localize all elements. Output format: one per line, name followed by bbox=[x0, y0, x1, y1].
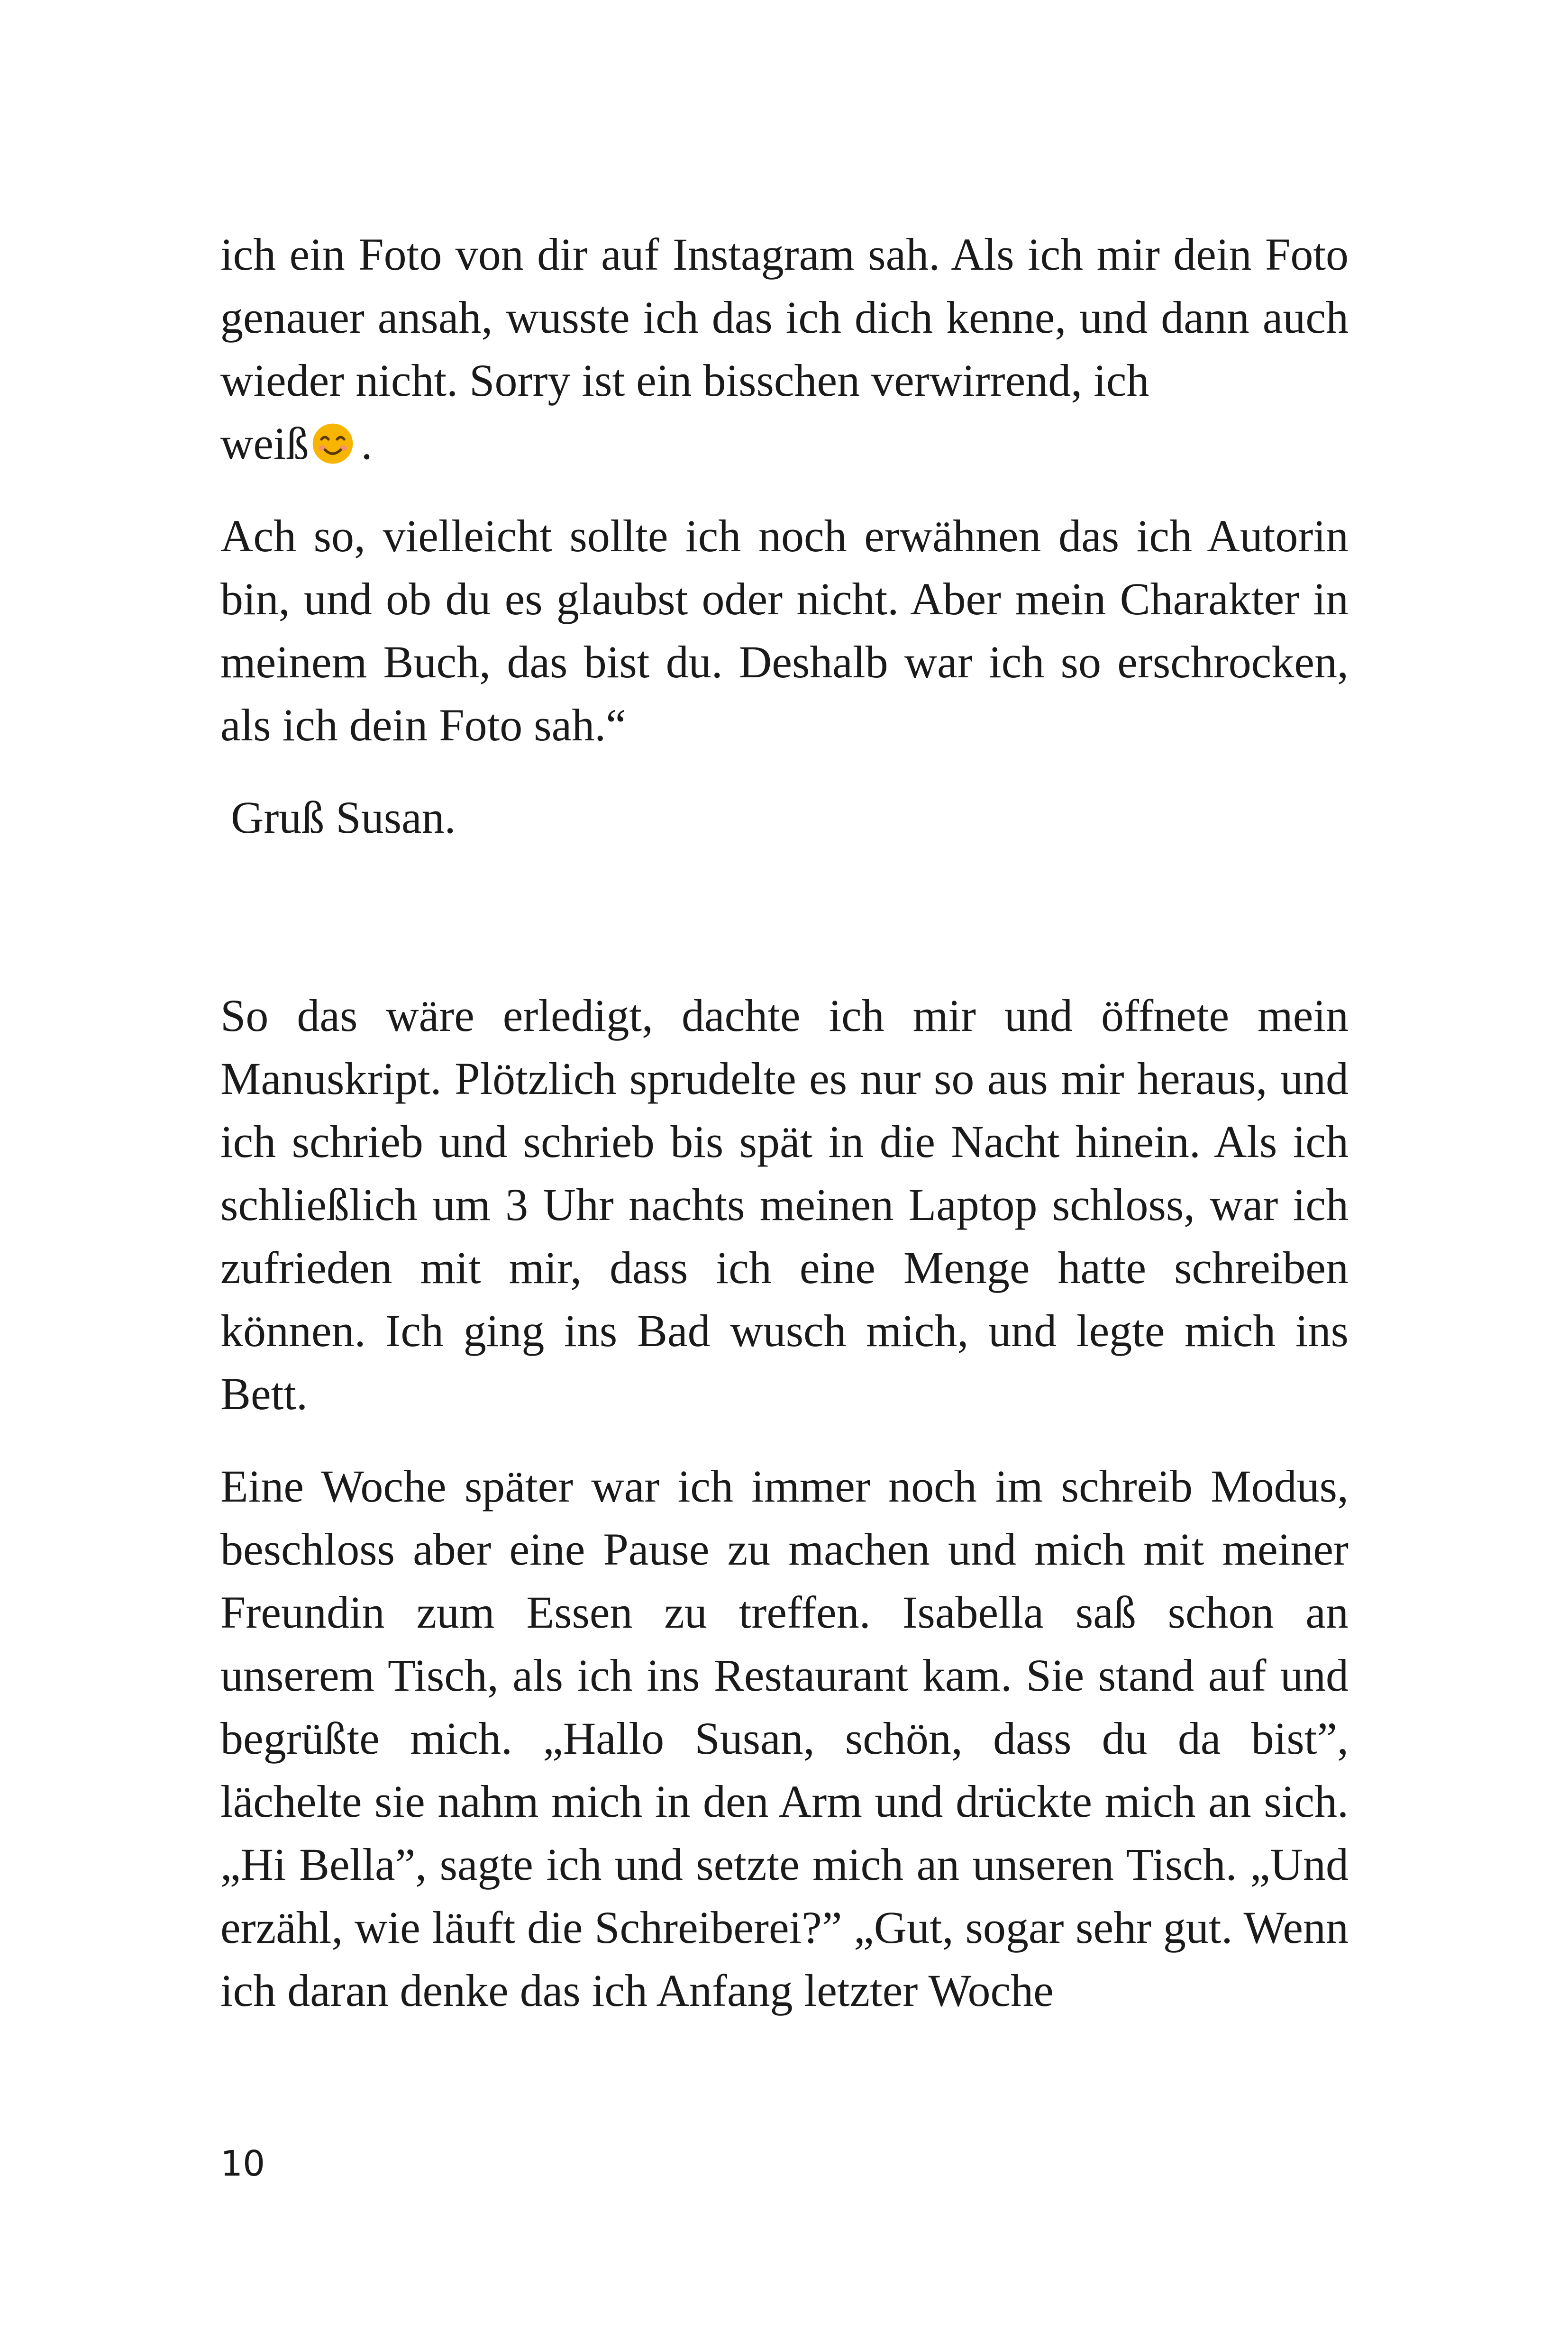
smiling-face-emoji-icon bbox=[311, 422, 355, 465]
page-number: 10 bbox=[220, 2143, 265, 2184]
text-block-bottom bbox=[220, 984, 1349, 2022]
paragraph-author-note: Ach so, vielleicht sollte ich noch erwähnen das ich Autorin bin, und ob du es glaubst oder nicht. Aber mein Charakter in meinem Buch, das bist du. Deshalb war ich so erschrocken, als ich dein Foto sah.“ bbox=[220, 510, 1349, 750]
paragraph-restaurant: Eine Woche später war ich immer noch im schreib Modus, beschloss aber eine Pause zu machen und mich mit meiner Freundin zum Essen zu treffen. Isabella saß schon an unserem Tisch, als ich ins Restaurant kam. Sie stand auf und begrüßte mich. „Hallo Susan, schön, dass du da bist”, lächelte sie nahm mich in den Arm und drückte mich an sich. „Hi Bella”, sagte ich und setzte mich an unseren Tisch. „Und erzähl, wie läuft die Schreiberei?” „Gut, sogar sehr gut. Wenn ich daran denke das ich Anfang letzter Woche bbox=[220, 1461, 1349, 2016]
paragraph-text: ich ein Foto von dir auf Instagram sah. Als ich mir dein Foto genauer ansah, wusste ich das ich dich kenne, und dann auch wieder nicht. Sorry ist ein bisschen verwirrend, ich bbox=[220, 229, 1349, 406]
paragraph-end-mark: . bbox=[361, 418, 373, 469]
text-block-top bbox=[220, 223, 1349, 849]
paragraph-last-line: weiß bbox=[220, 418, 309, 469]
paragraph-manuscript: So das wäre erledigt, dachte ich mir und öffnete mein Manuskript. Plötzlich sprudelte es nur so aus mir heraus, und ich schrieb und schrieb bis spät in die Nacht hinein. Als ich schließlich um 3 Uhr nachts meinen Laptop schloss, war ich zufrieden mit mir, dass ich eine Menge hatte schreiben können. Ich ging ins Bad wusch mich, und legte mich ins Bett. bbox=[220, 990, 1349, 1419]
paragraph-instagram-photo bbox=[220, 223, 1349, 475]
paragraph-signoff: Gruß Susan. bbox=[231, 792, 456, 843]
